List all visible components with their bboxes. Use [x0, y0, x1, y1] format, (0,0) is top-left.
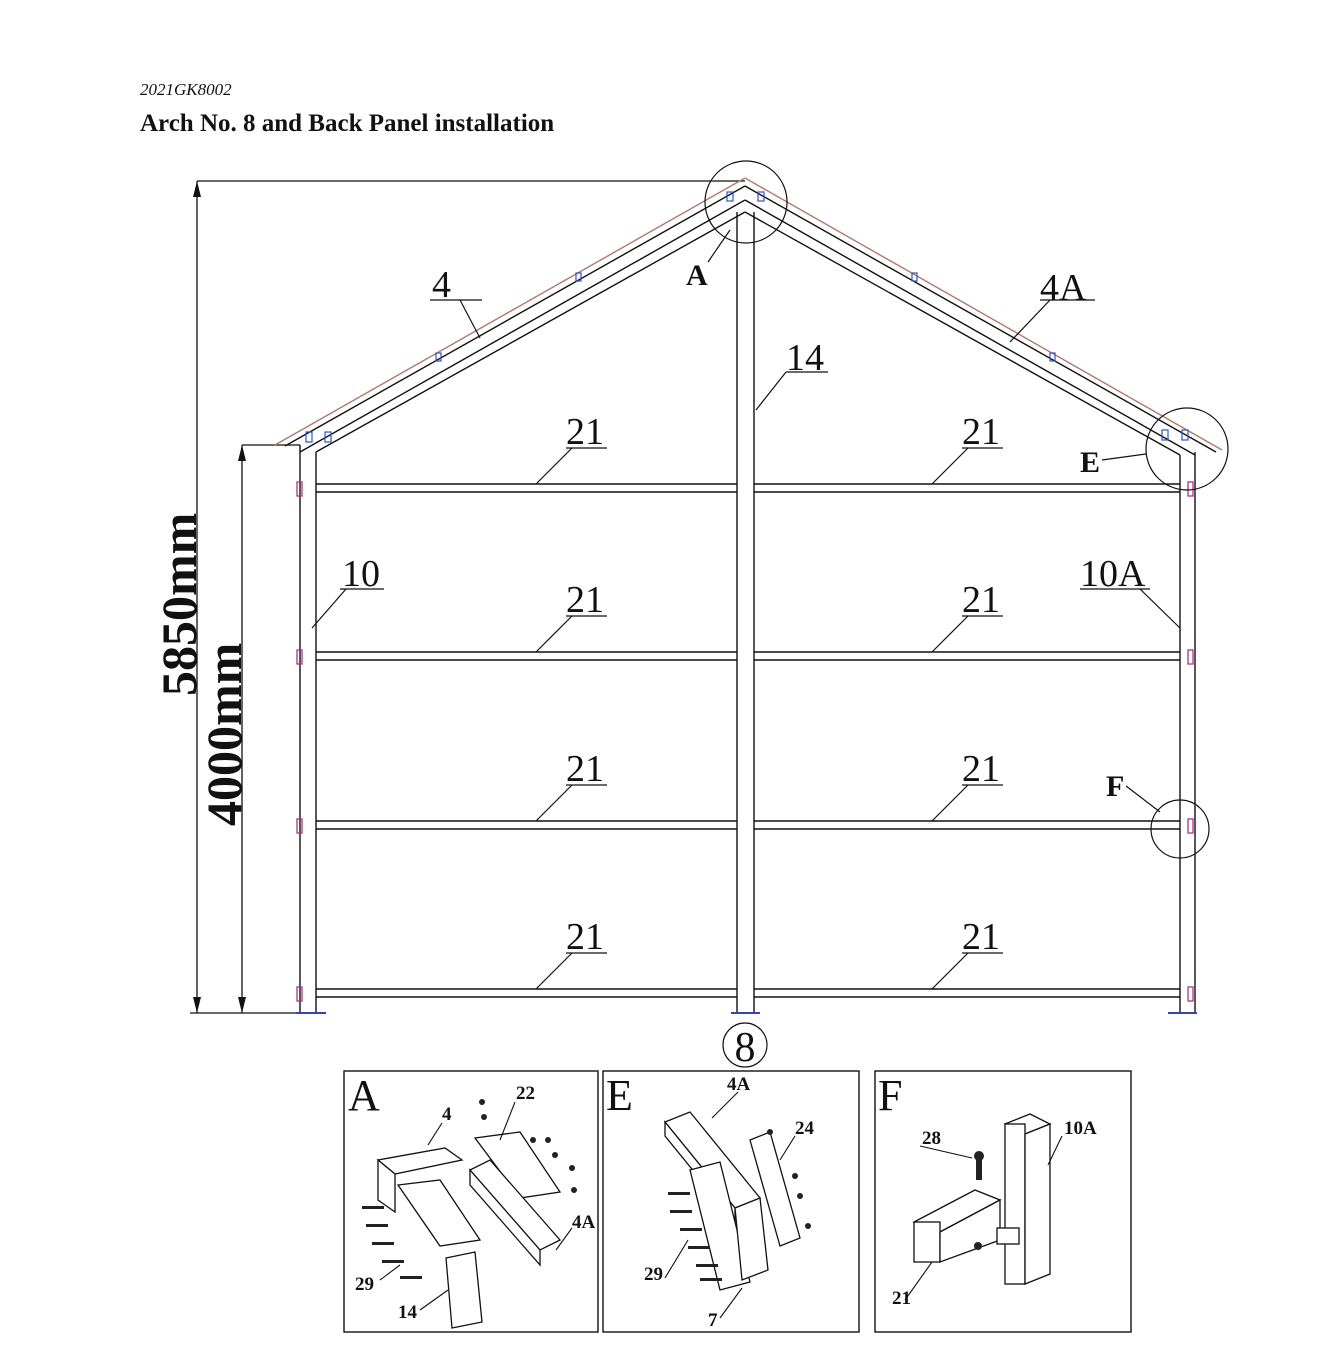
label-rafter-left: 4	[432, 264, 451, 306]
horizontal-rails	[316, 484, 1180, 997]
detail-a-part: 29	[355, 1274, 374, 1295]
detail-f-letter: F	[878, 1071, 903, 1120]
detail-f-part: 10A	[1064, 1118, 1097, 1139]
detail-a-part: 4	[442, 1104, 452, 1125]
detail-e-part: 7	[708, 1310, 718, 1331]
roof-rafters	[275, 178, 1222, 455]
rail-label: 21	[566, 411, 604, 453]
rail-label: 21	[566, 579, 604, 621]
page-title: Arch No. 8 and Back Panel installation	[140, 110, 555, 137]
detail-a-letter: A	[348, 1071, 380, 1120]
detail-e-part: 4A	[727, 1074, 751, 1095]
callout-e-label: E	[1080, 446, 1101, 479]
detail-a-part: 14	[398, 1302, 417, 1323]
detail-f	[878, 1071, 1097, 1309]
callout-a-label: A	[686, 259, 708, 292]
label-wall-left: 10	[342, 553, 380, 595]
wall-brackets	[297, 482, 1193, 1001]
dimension-lines	[190, 181, 745, 1013]
drawing-code: 2021GK8002	[140, 80, 232, 99]
dim-total-label: 5850mm	[151, 512, 207, 696]
detail-f-part: 28	[922, 1128, 941, 1149]
rail-label: 21	[962, 579, 1000, 621]
dim-wall-label: 4000mm	[196, 642, 252, 826]
rail-label: 21	[962, 916, 1000, 958]
detail-a-part: 22	[516, 1083, 535, 1104]
detail-e-part: 24	[795, 1118, 814, 1139]
rail-label: 21	[962, 411, 1000, 453]
rail-label: 21	[962, 748, 1000, 790]
label-center-post: 14	[786, 337, 824, 379]
frame-posts	[300, 212, 1195, 1013]
detail-e-part: 29	[644, 1264, 663, 1285]
detail-a	[348, 1071, 596, 1328]
label-wall-right: 10A	[1080, 553, 1146, 595]
detail-e-letter: E	[606, 1071, 633, 1120]
rail-label: 21	[566, 916, 604, 958]
label-rafter-right: 4A	[1040, 267, 1087, 309]
callout-f-label: F	[1106, 770, 1125, 803]
detail-f-part: 21	[892, 1288, 911, 1309]
detail-e	[606, 1071, 815, 1331]
detail-a-part: 4A	[572, 1212, 596, 1233]
rail-leaders	[536, 448, 1003, 989]
leader-lines	[312, 230, 1180, 812]
arch-number: 8	[734, 1025, 756, 1071]
rail-label: 21	[566, 748, 604, 790]
rafter-clips	[306, 192, 1188, 442]
